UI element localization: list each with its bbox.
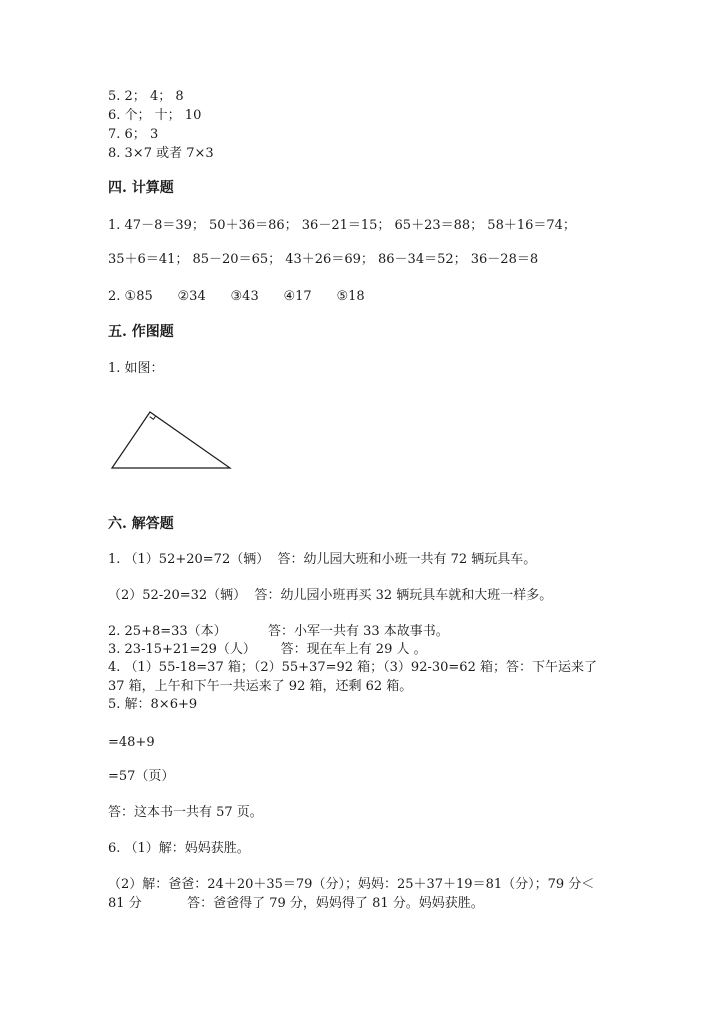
- calc-line-1: 1. 47－8＝39； 50＋36＝86； 36－21＝15； 65＋23＝88； 58＋16＝74；: [108, 218, 576, 233]
- answer-7: 7. 6； 3: [108, 127, 159, 142]
- answer-5: 5. 2； 4； 8: [108, 89, 184, 104]
- solution-2: 2. 25+8=33（本） 答：小军一共有 33 本故事书。: [108, 624, 449, 639]
- solution-4-line-2: 37 箱，上午和下午一共运来了 92 箱，还剩 62 箱。: [108, 679, 413, 694]
- triangle-outline: [112, 412, 230, 468]
- right-triangle-figure: [108, 408, 238, 474]
- solution-1-1: 1. （1）52+20=72（辆） 答：幼儿园大班和小班一共有 72 辆玩具车。: [108, 552, 537, 567]
- solution-3: 3. 23-15+21=29（人） 答：现在车上有 29 人 。: [108, 642, 427, 657]
- answer-6: 6. 个； 十； 10: [108, 108, 202, 123]
- solution-6-1: 6. （1）解：妈妈获胜。: [108, 841, 250, 856]
- solution-5-step-2: =48+9: [108, 735, 155, 750]
- drawing-answer-label: 1. 如图：: [108, 361, 164, 376]
- right-angle-mark: [150, 416, 156, 419]
- section-5-heading: 五. 作图题: [108, 324, 174, 340]
- answer-8: 8. 3×7 或者 7×3: [108, 146, 214, 161]
- solution-6-2-line-1: （2）解：爸爸：24＋20＋35＝79（分）；妈妈：25＋37＋19＝81（分）；79 分＜: [108, 877, 595, 892]
- solution-6-2-line-2: 81 分 答：爸爸得了 79 分，妈妈得了 81 分。妈妈获胜。: [108, 896, 484, 911]
- calc-line-3: 2. ①85 ②34 ③43 ④17 ⑤18: [108, 289, 365, 304]
- section-4-heading: 四. 计算题: [108, 180, 174, 196]
- solution-5-step-1: 5. 解：8×6+9: [108, 697, 198, 712]
- calc-line-2: 35＋6＝41； 85－20＝65； 43＋26＝69； 86－34＝52； 36－28＝8: [108, 252, 539, 267]
- solution-4-line-1: 4. （1）55-18=37 箱；（2）55+37=92 箱；（3）92-30=62 箱；答：下午运来了: [108, 660, 597, 675]
- solution-1-2: （2）52-20=32（辆） 答：幼儿园小班再买 32 辆玩具车就和大班一样多。: [108, 588, 553, 603]
- solution-5-answer: 答：这本书一共有 57 页。: [108, 805, 263, 820]
- section-6-heading: 六. 解答题: [108, 516, 174, 532]
- solution-5-step-3: =57（页）: [108, 769, 175, 784]
